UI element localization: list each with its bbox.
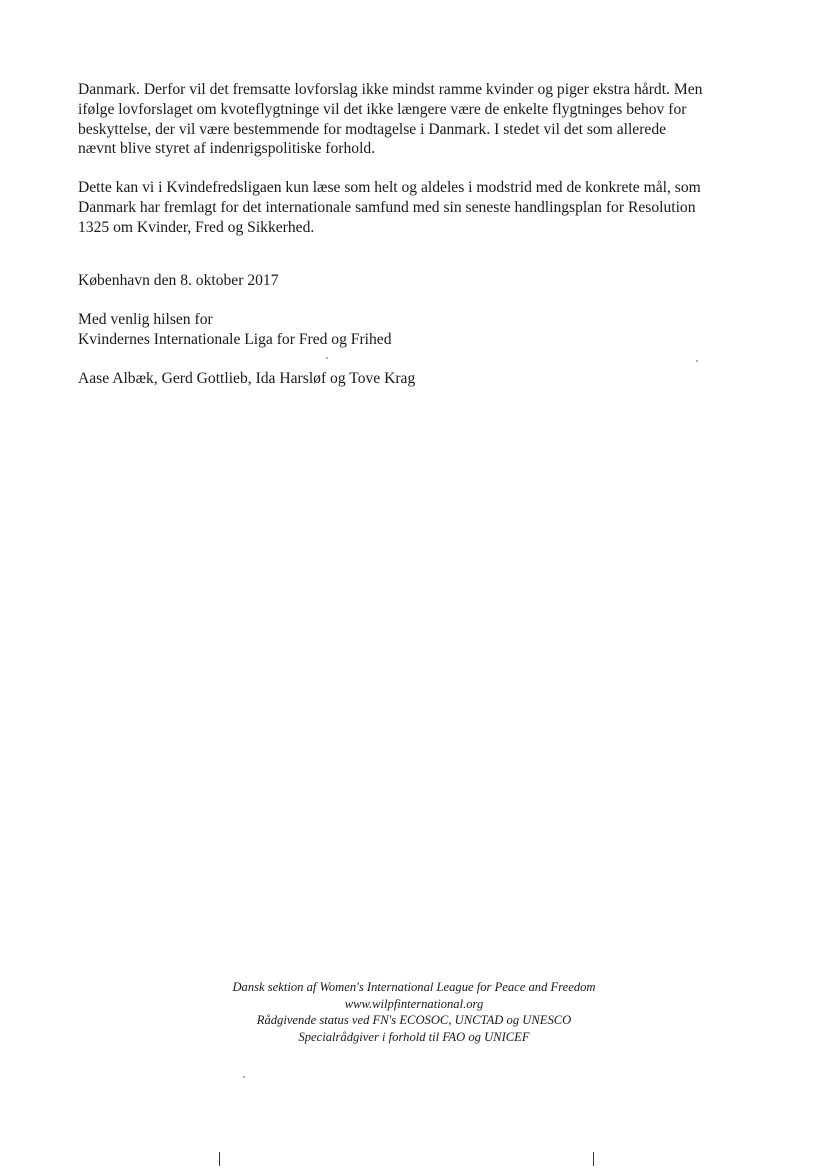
footer-advisory-status: Rådgivende status ved FN's ECOSOC, UNCTAD og UNESCO (256, 1013, 572, 1028)
text-line: nævnt blive styret af indenrigspolitiske forhold. (78, 140, 376, 158)
text-line: 1325 om Kvinder, Fred og Sikkerhed. (78, 218, 315, 236)
text-line: ifølge lovforslaget om kvoteflygtninge vil det ikke længere være de enkelte flygtninges behov for (78, 100, 687, 118)
scan-speck (326, 357, 328, 359)
text-line: Danmark. Derfor vil det fremsatte lovforslag ikke mindst ramme kvinder og piger ekstra hårdt. Men (78, 81, 703, 98)
paragraph-refugee-law (78, 80, 702, 159)
place-and-date: København den 8. oktober 2017 (78, 272, 279, 289)
signatories: Aase Albæk, Gerd Gottlieb, Ida Harsløf og Tove Krag (78, 370, 416, 387)
text-line: Danmark har fremlagt for det internationale samfund med sin seneste handlingsplan for Resolution (78, 198, 696, 216)
closing-block (78, 310, 392, 350)
fold-mark-right (593, 1152, 594, 1166)
fold-mark-left (219, 1152, 220, 1166)
footer-section-name: Dansk sektion af Women's International League for Peace and Freedom (232, 980, 596, 994)
organization-name: Kvindernes Internationale Liga for Fred og Frihed (78, 330, 392, 348)
letterhead-footer (0, 979, 828, 1045)
text-line: Dette kan vi i Kvindefredsligaen kun læse som helt og aldeles i modstrid med de konkrete mål, som (78, 179, 701, 196)
footer-special-advisor: Specialrådgiver i forhold til FAO og UNICEF (298, 1029, 530, 1044)
scan-speck (696, 360, 698, 362)
scan-speck (243, 1076, 245, 1078)
footer-website: www.wilpfinternational.org (344, 996, 484, 1011)
text-line: beskyttelse, der vil være bestemmende for modtagelse i Danmark. I stedet vil det som allerede (78, 120, 667, 138)
paragraph-resolution-1325 (78, 178, 701, 237)
closing-salutation: Med venlig hilsen for (78, 311, 213, 328)
